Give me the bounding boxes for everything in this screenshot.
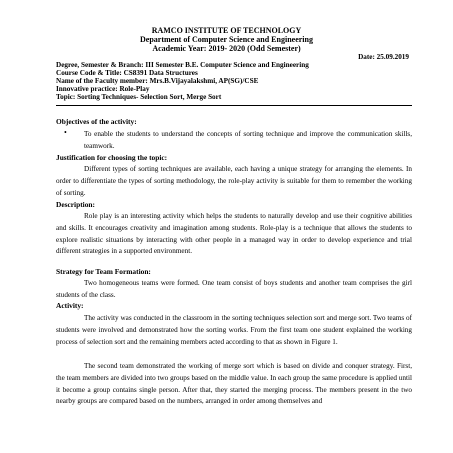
objectives-text: To enable the students to understand the concepts of sorting technique and improve the communication skills, teamwork. bbox=[84, 130, 412, 150]
document-date: Date: 25.09.2019 bbox=[358, 53, 409, 61]
divider-line bbox=[56, 105, 412, 106]
department-name: Department of Computer Science and Engineering bbox=[140, 35, 313, 44]
degree-line: Degree, Semester & Branch: III Semester B.E. Computer Science and Engineering bbox=[56, 61, 309, 69]
objectives-heading: Objectives of the activity: bbox=[56, 117, 137, 126]
practice-line: Innovative practice: Role-Play bbox=[56, 85, 150, 93]
institute-name: RAMCO INSTITUTE OF TECHNOLOGY bbox=[151, 26, 302, 35]
activity-paragraph-2: The second team demonstrated the working of merge sort which is based on divide and conquer strategy. First, the team members are divided into two groups based on the middle value. In each group the same procedure is applied until it become a group contains single person. After that, they started the merging process. The members present in the two nearby groups are compared based on the numbers, arranged in order among themselves and bbox=[56, 362, 412, 406]
course-line: Course Code & Title: CS8391 Data Structures bbox=[56, 69, 198, 77]
description-text bbox=[56, 211, 412, 258]
activity-heading: Activity: bbox=[56, 301, 84, 310]
activity-paragraph-1: The activity was conducted in the classroom in the sorting techniques selection sort and merge sort. Two teams of students were involved and demonstrated how the sorting works. From the first team one student explained the working process of selection sort and the remaining members acted according to that as shown in Figure 1. bbox=[56, 314, 412, 346]
activity-text-1 bbox=[56, 313, 412, 348]
activity-text-2 bbox=[56, 361, 412, 408]
strategy-paragraph: Two homogeneous teams were formed. One team consist of boys students and another team comprises the girl students of the class. bbox=[56, 279, 412, 299]
justification-text bbox=[56, 164, 412, 199]
justification-heading: Justification for choosing the topic: bbox=[56, 153, 168, 162]
justification-paragraph: Different types of sorting techniques are available, each having a unique strategy for arranging the elements. In order to differentiate the types of sorting methodology, the role-play activity is suitable for them to remember the working of sorting. bbox=[56, 165, 412, 197]
faculty-line: Name of the Faculty member: Mrs.B.Vijayalakshmi, AP(SG)/CSE bbox=[56, 77, 259, 85]
strategy-heading: Strategy for Team Formation: bbox=[56, 267, 151, 276]
description-heading: Description: bbox=[56, 200, 95, 209]
strategy-text bbox=[56, 278, 412, 302]
bullet-icon: • bbox=[64, 128, 67, 137]
description-paragraph: Role play is an interesting activity which helps the students to naturally develop and use their cognitive abilities and skills. It encourages creativity and imagination among students. Role-play is a technique that allows the students to explore realistic situations by interacting with other people in a managed way in order to develop experience and trial different strategies in a supported environment. bbox=[56, 212, 412, 256]
topic-line: Topic: Sorting Techniques- Selection Sort, Merge Sort bbox=[56, 93, 222, 101]
academic-year: Academic Year: 2019- 2020 (Odd Semester) bbox=[152, 44, 301, 53]
